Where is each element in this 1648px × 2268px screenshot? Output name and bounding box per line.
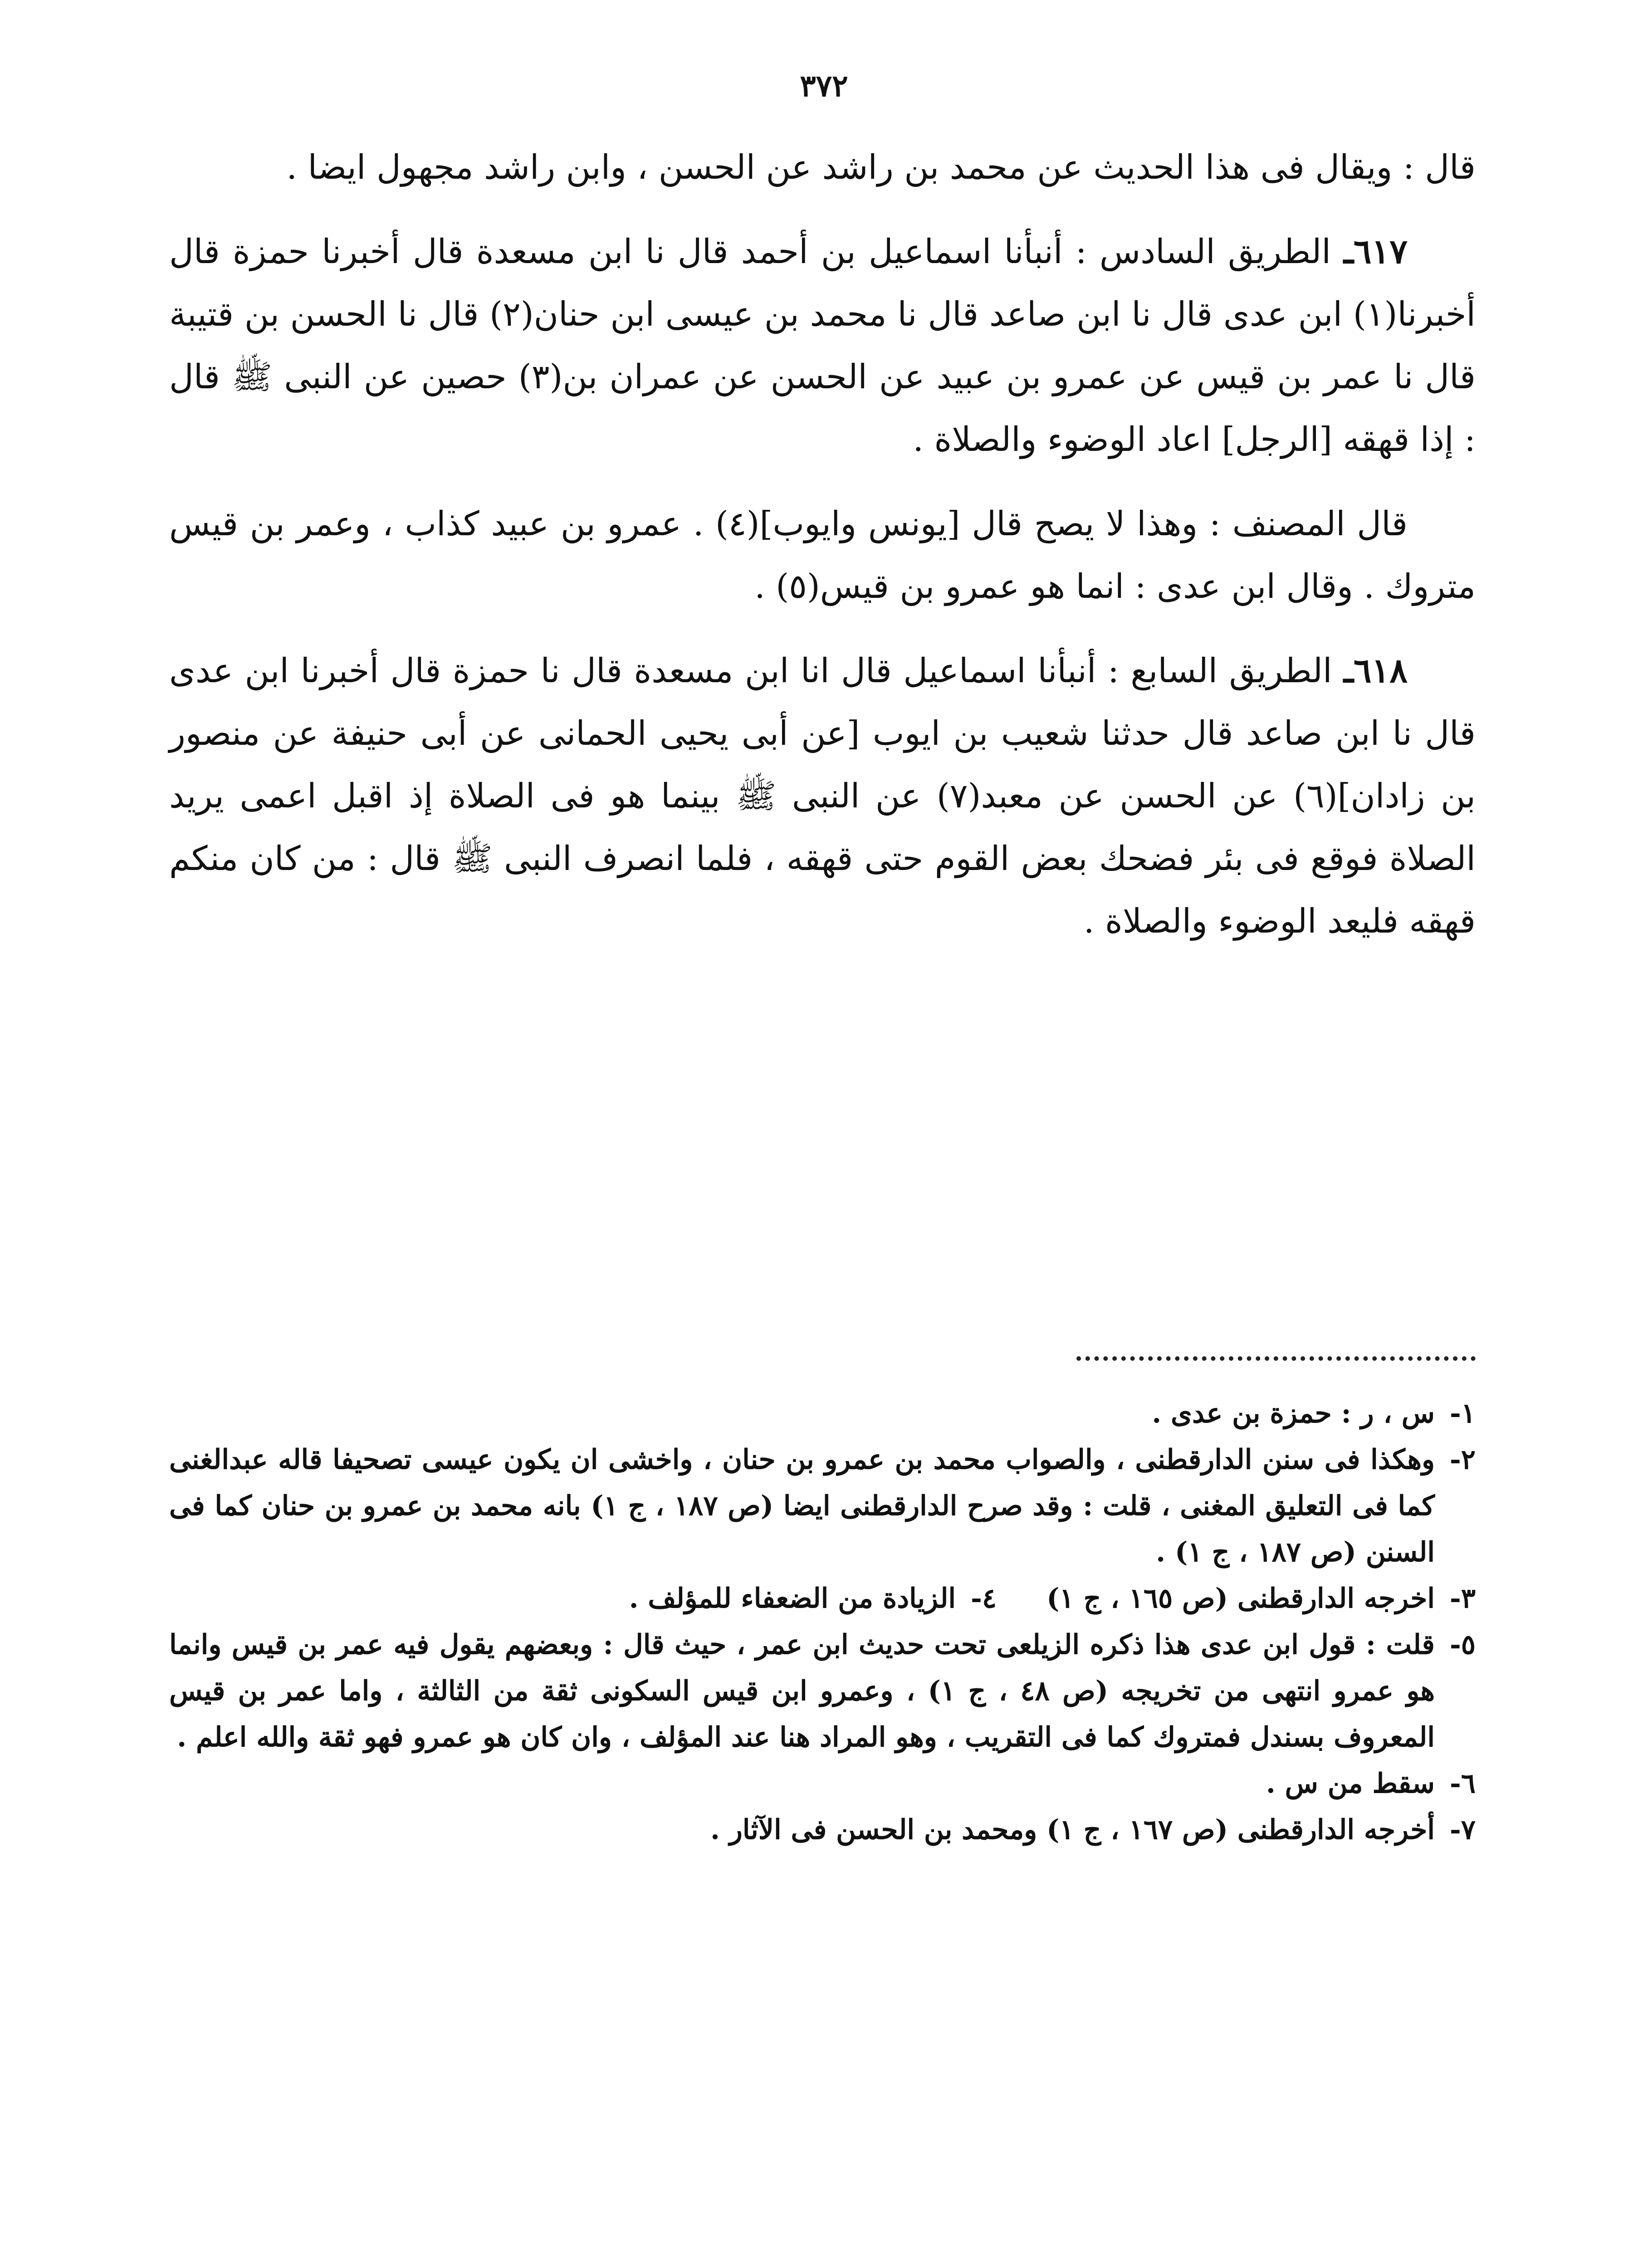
footnote-text: أخرجه الدارقطنى (ص ١٦٧ ، ج ١) ومحمد بن الحسن فى الآثار . bbox=[710, 1814, 1435, 1846]
footnote-6 bbox=[169, 1760, 1476, 1807]
footnote-number: ٥- bbox=[1449, 1629, 1476, 1661]
footnotes-list bbox=[169, 1390, 1476, 1853]
footnote-number: ٢- bbox=[1449, 1444, 1476, 1476]
footnote-text: اخرجه الدارقطنى (ص ١٦٥ ، ج ١) bbox=[1047, 1583, 1435, 1614]
footnote-4 bbox=[629, 1575, 997, 1622]
paragraph-618 bbox=[169, 640, 1476, 953]
footnote-text: سقط من س . bbox=[1266, 1768, 1435, 1799]
paragraph-617 bbox=[169, 220, 1476, 471]
footnote-number: ٤- bbox=[970, 1583, 997, 1614]
hadith-number: ٦١٧ـ bbox=[1344, 232, 1408, 271]
footnote-text: وهكذا فى سنن الدارقطنى ، والصواب محمد بن عمرو بن حنان ، واخشى ان يكون عيسى تصحيفا قاله عبدالغنى كما فى التعليق المغنى ، قلت : وقد صرح الدارقطنى ايضا (ص ١٨٧ ، ج ١) بانه محمد بن عمرو بن حنان كما فى السنن (ص ١٨٧ ، ج ١) . bbox=[169, 1444, 1435, 1568]
main-text bbox=[169, 136, 1476, 974]
paragraph-text: الطريق السادس : أنبأنا اسماعيل بن أحمد قال نا ابن مسعدة قال أخبرنا حمزة قال أخبرنا(١) ابن عدى قال نا ابن صاعد قال نا محمد بن عيسى ابن حنان(٢) قال نا الحسن بن قتيبة قال نا عمر بن قيس عن عمرو بن عبيد عن الحسن عن عمران بن(٣) حصين عن النبى ﷺ قال : إذا قهقه [الرجل] اعاد الوضوء والصلاة . bbox=[169, 232, 1476, 459]
footnote-text: الزيادة من الضعفاء للمؤلف . bbox=[629, 1583, 956, 1614]
footnote-2 bbox=[169, 1437, 1476, 1575]
footnote-text: س ، ر : حمزة بن عدى . bbox=[1152, 1398, 1435, 1429]
paragraph-text: قال المصنف : وهذا لا يصح قال [يونس وايوب](٤) . عمرو بن عبيد كذاب ، وعمر بن قيس متروك . وقال ابن عدى : انما هو عمرو بن قيس(٥) . bbox=[169, 504, 1476, 606]
paragraph-text: الطريق السابع : أنبأنا اسماعيل قال انا ابن مسعدة قال نا حمزة قال أخبرنا ابن عدى قال نا ابن صاعد قال حدثنا شعيب بن ايوب [عن أبى يحيى الحمانى عن أبى حنيفة عن منصور بن زادان](٦) عن الحسن عن معبد(٧) عن النبى ﷺ بينما هو فى الصلاة إذ اقبل اعمى يريد الصلاة فوقع فى بئر فضحك بعض القوم حتى قهقه ، فلما انصرف النبى ﷺ قال : من كان منكم قهقه فليعد الوضوء والصلاة . bbox=[169, 651, 1476, 941]
footnote-divider bbox=[1076, 1356, 1476, 1361]
footnote-number: ١- bbox=[1449, 1398, 1476, 1429]
footnote-text: قلت : قول ابن عدى هذا ذكره الزيلعى تحت حديث ابن عمر ، حيث قال : وبعضهم يقول فيه عمر بن قيس وانما هو عمرو انتهى من تخريجه (ص ٤٨ ، ج ١) ، وعمرو ابن قيس السكونى ثقة من الثالثة ، واما عمر بن قيس المعروف بسندل فمتروك كما فى التقريب ، وهو المراد هنا عند المؤلف ، وان كان هو عمرو فهو ثقة والله اعلم . bbox=[169, 1629, 1435, 1753]
footnote-3 bbox=[1047, 1575, 1476, 1622]
page-number: ٣٧٢ bbox=[800, 68, 848, 103]
paragraph-intro bbox=[169, 136, 1476, 199]
footnote-1 bbox=[169, 1390, 1476, 1437]
footnote-number: ٣- bbox=[1449, 1583, 1476, 1614]
footnote-number: ٧- bbox=[1449, 1814, 1476, 1846]
footnote-7 bbox=[169, 1807, 1476, 1853]
footnote-5 bbox=[169, 1622, 1476, 1760]
footnote-number: ٦- bbox=[1449, 1768, 1476, 1799]
hadith-number: ٦١٨ـ bbox=[1344, 651, 1408, 690]
paragraph-author-comment bbox=[169, 493, 1476, 618]
paragraph-text: قال : ويقال فى هذا الحديث عن محمد بن راشد عن الحسن ، وابن راشد مجهول ايضا . bbox=[286, 148, 1476, 187]
footnote-row-3-4 bbox=[169, 1575, 1476, 1622]
